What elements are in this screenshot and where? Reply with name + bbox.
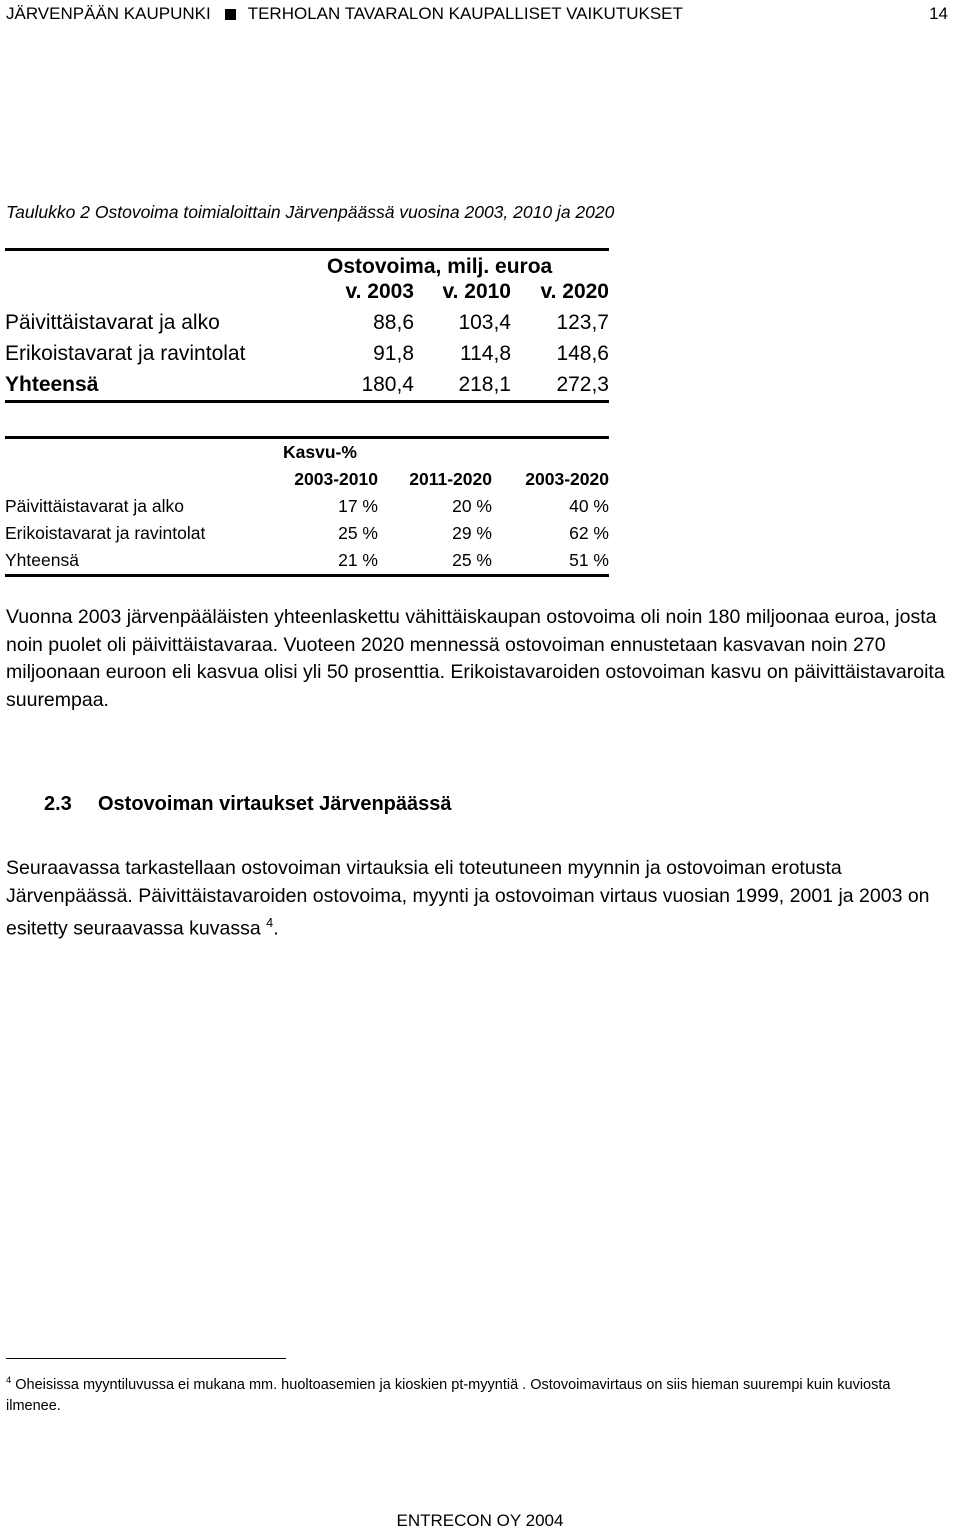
table-cell: 148,6 bbox=[556, 341, 609, 365]
footnote bbox=[6, 1369, 941, 1417]
table-super-header bbox=[5, 439, 609, 466]
table-cell: 123,7 bbox=[556, 310, 609, 334]
table-cell: 25 % bbox=[452, 550, 492, 570]
row-label: Yhteensä bbox=[5, 372, 99, 396]
footnote-separator bbox=[6, 1358, 286, 1359]
table-cell: 62 % bbox=[569, 523, 609, 543]
row-label: Päivittäistavarat ja alko bbox=[5, 496, 184, 516]
growth-table bbox=[5, 436, 609, 577]
section-title: Ostovoiman virtaukset Järvenpäässä bbox=[98, 793, 452, 815]
table-cell: 51 % bbox=[569, 550, 609, 570]
table-cell: 88,6 bbox=[373, 310, 414, 334]
column-header: 2003-2010 bbox=[294, 469, 378, 489]
table-cell: 21 % bbox=[338, 550, 378, 570]
header-org: JÄRVENPÄÄN KAUPUNKI bbox=[6, 4, 211, 23]
table-cell: 91,8 bbox=[373, 341, 414, 365]
row-label: Erikoistavarat ja ravintolat bbox=[5, 341, 246, 365]
table-cell: 180,4 bbox=[361, 372, 414, 396]
footnote-reference[interactable]: 4 bbox=[266, 916, 274, 931]
row-label: Yhteensä bbox=[5, 550, 79, 570]
table-caption: Taulukko 2 Ostovoima toimialoittain Järvenpäässä vuosina 2003, 2010 ja 2020 bbox=[6, 202, 615, 222]
header-title: TERHOLAN TAVARALON KAUPALLISET VAIKUTUKSET bbox=[247, 4, 683, 23]
table-cell: 29 % bbox=[452, 523, 492, 543]
column-header: v. 2003 bbox=[345, 279, 414, 303]
row-label: Päivittäistavarat ja alko bbox=[5, 310, 220, 334]
footnote-text: Oheisissa myyntiluvussa ei mukana mm. huoltoasemien ja kioskien pt-myyntiä . Ostovoimavirtaus on siis hieman suurempi kuin kuviosta ilmenee. bbox=[6, 1376, 891, 1414]
body-paragraph bbox=[6, 855, 946, 943]
table-total-row bbox=[5, 369, 609, 400]
table-column-headers bbox=[5, 276, 609, 307]
table-row bbox=[5, 520, 609, 547]
page-header bbox=[6, 4, 683, 24]
table-row bbox=[5, 307, 609, 338]
table-row bbox=[5, 493, 609, 520]
table-cell: 25 % bbox=[338, 523, 378, 543]
table-cell: 114,8 bbox=[460, 341, 511, 365]
section-number: 2.3 bbox=[44, 793, 72, 815]
body-paragraph: Vuonna 2003 järvenpääläisten yhteenlaskettu vähittäiskaupan ostovoima oli noin 180 miljoonaa euroa, josta noin puolet oli päivittäistavaraa. Vuoteen 2020 mennessä ostovoiman ennustetaan kasvavan noin 270 miljoonaan euroon eli kasvua olisi yli 50 prosenttia. Erikoistavaroiden ostovoiman kasvu on päivittäistavaroita suurempaa. bbox=[6, 606, 945, 711]
table-super-header bbox=[5, 251, 609, 282]
table-column-headers bbox=[5, 466, 609, 493]
column-header: v. 2010 bbox=[442, 279, 511, 303]
column-header: 2011-2020 bbox=[409, 469, 492, 489]
row-label: Erikoistavarat ja ravintolat bbox=[5, 523, 206, 543]
table-cell: 103,4 bbox=[458, 310, 511, 334]
section-heading bbox=[44, 793, 452, 816]
paragraph-text: Seuraavassa tarkastellaan ostovoiman virtauksia eli toteutuneen myynnin ja ostovoiman erotusta Järvenpäässä. Päivittäistavaroiden ostovoima, myynti ja ostovoiman virtaus vuosian 1999, 2001 ja 2003 on esitetty seuraavassa kuvassa bbox=[6, 857, 930, 940]
super-header-label: Ostovoima, milj. euroa bbox=[327, 254, 553, 278]
table-cell: 218,1 bbox=[458, 372, 511, 396]
table-row bbox=[5, 547, 609, 574]
super-header-label: Kasvu-% bbox=[283, 442, 357, 462]
table-cell: 40 % bbox=[569, 496, 609, 516]
footnote-marker: 4 bbox=[6, 1374, 12, 1385]
table-cell: 20 % bbox=[452, 496, 492, 516]
column-header: v. 2020 bbox=[540, 279, 609, 303]
table-cell: 17 % bbox=[338, 496, 378, 516]
bullet-square-icon bbox=[225, 9, 236, 20]
column-header: 2003-2020 bbox=[525, 469, 609, 489]
table-row bbox=[5, 338, 609, 369]
paragraph-end: . bbox=[273, 917, 279, 940]
purchasing-power-table bbox=[5, 248, 609, 403]
table-cell: 272,3 bbox=[556, 372, 609, 396]
page-footer: ENTRECON OY 2004 bbox=[396, 1511, 564, 1530]
page-number: 14 bbox=[929, 4, 948, 23]
